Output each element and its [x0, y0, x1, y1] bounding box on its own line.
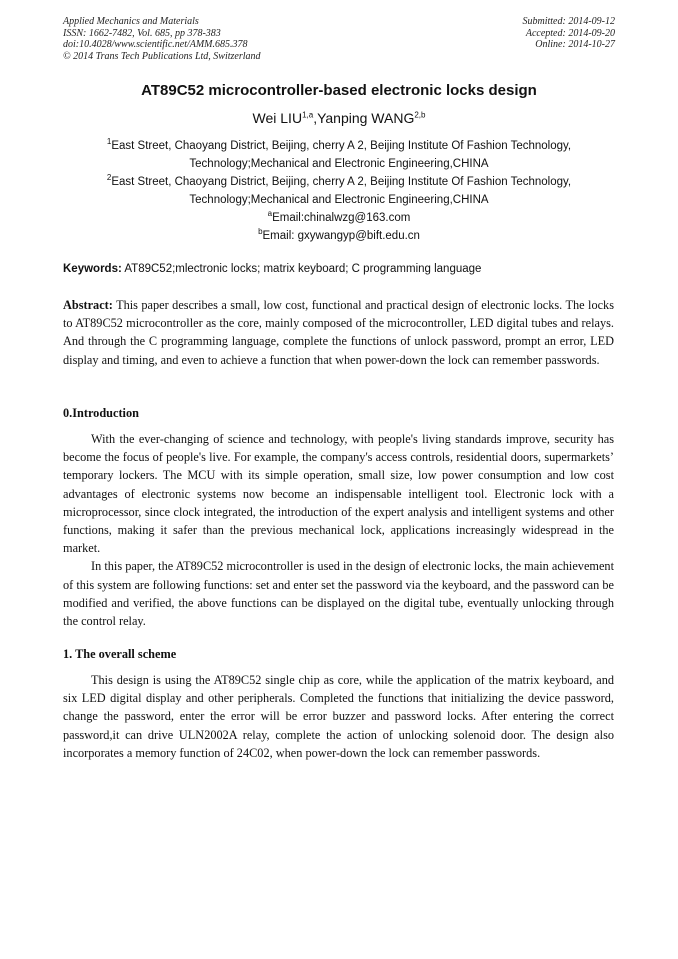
- email-text: Email: gxywangyp@bift.edu.cn: [262, 230, 420, 242]
- section-heading-introduction: 0.Introduction: [63, 406, 139, 420]
- author-separator: ,: [313, 110, 318, 126]
- journal-info: [63, 16, 261, 62]
- abstract-text: This paper describes a small, low cost, functional and practical design of electronic locks. The locks to AT89C52 microcontroller as the core, mainly composed of the microcontroller, LED digital tubes and relays. And through the C programming language, complete the functions of unlock password, prompt an error, LED display and timing, and even to achieve a function that when power-down the lock can remember passwords.: [63, 298, 614, 367]
- email-line: [0, 227, 678, 245]
- date-submitted: Submitted: 2014-09-12: [522, 16, 615, 27]
- author-name: Yanping WANG: [317, 110, 415, 126]
- date-online: Online: 2014-10-27: [535, 39, 615, 50]
- submission-dates: [523, 16, 616, 51]
- journal-issn: ISSN: 1662-7482, Vol. 685, pp 378-383: [63, 27, 221, 39]
- introduction-paragraph: In this paper, the AT89C52 microcontroller is used in the design of electronic locks, the main achievement of this system are following functions: set and enter set the password via the keyboard, and the password can be modified and verified, the above functions can be displayed on the digital tube, eventually unlocking through the control relay.: [63, 559, 614, 629]
- email-line: [0, 209, 678, 227]
- affiliations: [0, 137, 678, 245]
- affiliation-line: Technology;Mechanical and Electronic Engineering,CHINA: [189, 194, 489, 206]
- affiliation-text: East Street, Chaoyang District, Beijing, cherry A 2, Beijing Institute Of Fashion Technology,: [111, 140, 572, 152]
- paper-title: AT89C52 microcontroller-based electronic locks design: [141, 82, 537, 99]
- affiliation-superscript: 1: [106, 137, 112, 147]
- journal-name: Applied Mechanics and Materials: [63, 16, 199, 27]
- affiliation-line: [0, 173, 678, 191]
- section-heading-overall-scheme: 1. The overall scheme: [63, 647, 177, 661]
- abstract-label: Abstract:: [63, 298, 113, 312]
- keywords-text: AT89C52;mlectronic locks; matrix keyboard; C programming language: [121, 263, 482, 275]
- email-superscript: b: [258, 227, 263, 237]
- author-superscript: 1,a: [302, 110, 314, 120]
- email-text: Email:chinalwzg@163.com: [272, 212, 411, 224]
- email-superscript: a: [267, 209, 273, 219]
- author-superscript: 2,b: [414, 110, 426, 120]
- keywords: [63, 263, 615, 275]
- abstract-paragraph: [63, 296, 614, 369]
- overall-scheme-paragraph: This design is using the AT89C52 single chip as core, while the application of the matrix keyboard, and six LED digital display and other peripherals. Completed the functions that initializing the device password, change the password, enter the error will be error buzzer and password locks. After entering the correct password,it can drive ULN2002A relay, complete the action of unlocking solenoid door. The design also incorporates a memory function of 24C02, when power-down the lock can remember passwords.: [63, 673, 614, 760]
- overall-scheme-body: [63, 671, 614, 762]
- introduction-body: [63, 430, 614, 630]
- date-accepted: Accepted: 2014-09-20: [525, 27, 615, 39]
- affiliation-line: [0, 137, 678, 155]
- author-line: [0, 110, 678, 126]
- keywords-label: Keywords:: [63, 263, 122, 275]
- affiliation-line: Technology;Mechanical and Electronic Engineering,CHINA: [189, 158, 489, 170]
- journal-doi: doi:10.4028/www.scientific.net/AMM.685.378: [63, 39, 248, 50]
- affiliation-superscript: 2: [106, 173, 112, 183]
- journal-copyright: © 2014 Trans Tech Publications Ltd, Switzerland: [63, 50, 261, 62]
- abstract: [63, 296, 614, 369]
- introduction-paragraph: With the ever-changing of science and technology, with people's living standards improve, security has become the focus of people's live. For example, the company's access controls, residential doors, supermarkets’ temporary lockers. The MCU with its simple operation, small size, low power consumption and low cost advantages of electronic systems now become an indispensable intelligent tool. Electronic lock with a microprocessor, since clock integrated, the introduction of the expert analysis and intelligent systems and other functions, making it safer than the previous mechanical lock, applications increasingly widespread in the market.: [63, 432, 614, 556]
- author-name: Wei LIU: [252, 110, 303, 126]
- affiliation-text: East Street, Chaoyang District, Beijing, cherry A 2, Beijing Institute Of Fashion Technology,: [111, 176, 572, 188]
